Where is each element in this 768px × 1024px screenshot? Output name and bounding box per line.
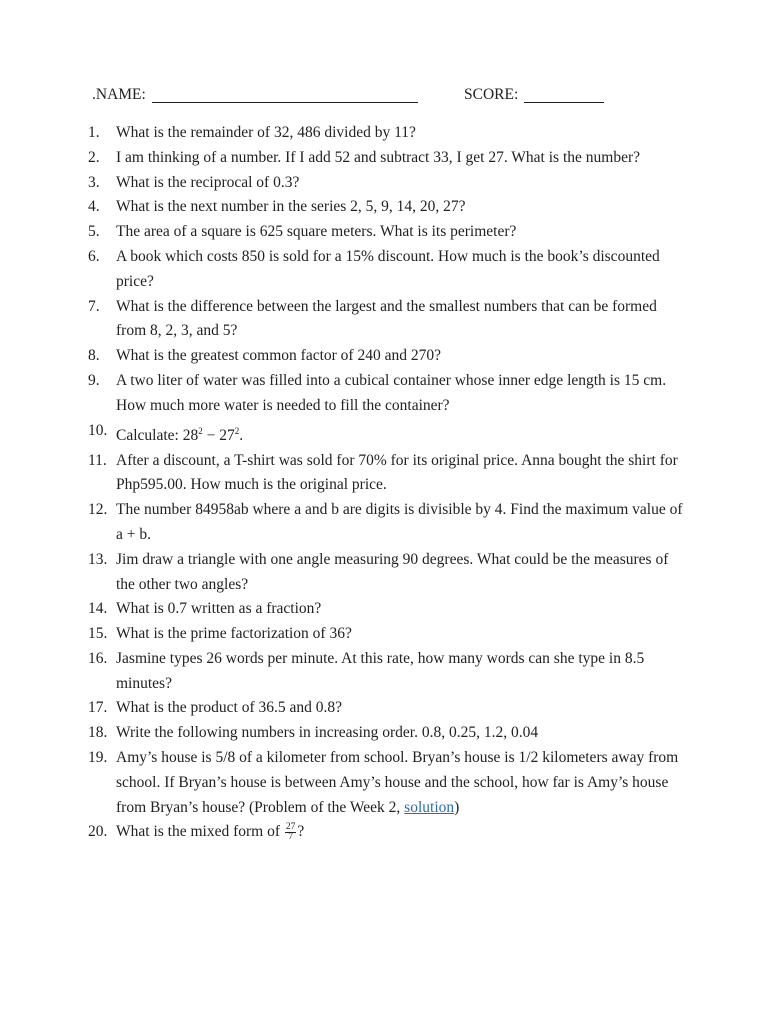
- question-6: [88, 245, 688, 295]
- exponent: 2: [234, 425, 240, 436]
- question-text-part: − 27: [202, 426, 235, 444]
- question-15: [88, 622, 688, 647]
- question-number: 8.: [88, 347, 100, 365]
- solution-link[interactable]: solution: [404, 798, 455, 816]
- question-text: What is the next number in the series 2, 5, 9, 14, 20, 27?: [116, 198, 466, 216]
- question-text: A book which costs 850 is sold for a 15% discount. How much is the book’s discounted price?: [116, 247, 660, 290]
- question-number: 14.: [88, 600, 108, 618]
- question-text: [116, 427, 243, 444]
- question-16: [88, 647, 688, 697]
- question-list: [88, 121, 688, 845]
- question-3: [88, 171, 688, 196]
- fraction: [285, 823, 297, 842]
- score-label: SCORE:: [464, 86, 519, 103]
- question-text: I am thinking of a number. If I add 52 and subtract 33, I get 27. What is the number?: [116, 148, 640, 166]
- question-text: What is 0.7 written as a fraction?: [116, 600, 322, 618]
- question-number: 2.: [88, 148, 100, 166]
- question-2: [88, 146, 688, 171]
- question-5: [88, 220, 688, 245]
- question-number: 11.: [88, 451, 107, 469]
- question-13: [88, 548, 688, 598]
- score-blank-line[interactable]: [524, 102, 604, 103]
- question-number: 5.: [88, 223, 100, 241]
- fraction-numerator: 27: [285, 822, 296, 833]
- question-4: [88, 195, 688, 220]
- question-number: 18.: [88, 724, 108, 742]
- question-number: 6.: [88, 247, 100, 265]
- question-number: 1.: [88, 124, 100, 141]
- question-text: What is the difference between the largest and the smallest numbers that can be formed from 8, 2, 3, and 5?: [116, 297, 657, 340]
- question-number: 10.: [88, 421, 108, 439]
- question-text: A two liter of water was filled into a cubical container whose inner edge length is 15 cm. How much more water is needed to fill the container?: [116, 371, 667, 414]
- question-11: [88, 449, 688, 499]
- question-text: The area of a square is 625 square meters. What is its perimeter?: [116, 223, 517, 241]
- question-text: What is the greatest common factor of 240 and 270?: [116, 347, 441, 365]
- name-label: .NAME:: [92, 86, 146, 103]
- fraction-denominator: 7: [288, 832, 293, 843]
- question-number: 20.: [88, 823, 108, 841]
- question-7: [88, 295, 688, 345]
- question-number: 15.: [88, 625, 108, 643]
- question-text: What is the prime factorization of 36?: [116, 625, 352, 643]
- question-text-part: ): [454, 798, 460, 816]
- question-number: 7.: [88, 297, 100, 315]
- question-text: What is the reciprocal of 0.3?: [116, 173, 300, 191]
- question-number: 19.: [88, 749, 108, 767]
- question-number: 17.: [88, 699, 108, 717]
- question-9: [88, 369, 688, 419]
- question-18: [88, 721, 688, 746]
- question-text-part: .: [239, 426, 244, 444]
- question-text: Write the following numbers in increasing order. 0.8, 0.25, 1.2, 0.04: [116, 724, 539, 742]
- question-text: What is the remainder of 32, 486 divided by 11?: [116, 124, 416, 141]
- question-text: [116, 749, 678, 816]
- question-text: [116, 822, 305, 843]
- question-1: [88, 121, 688, 146]
- question-text-part: Calculate: 28: [116, 426, 199, 444]
- question-number: 4.: [88, 198, 100, 216]
- question-12: [88, 498, 688, 548]
- question-text-part: Amy’s house is 5/8 of a kilometer from school. Bryan’s house is 1/2 kilometers away from school. If Bryan’s house is between Amy’s house and the school, how far is Amy’s house from Bryan’s house? (Problem of the Week 2,: [116, 749, 679, 816]
- question-text: Jim draw a triangle with one angle measuring 90 degrees. What could be the measures of the other two angles?: [116, 550, 669, 593]
- question-number: 16.: [88, 649, 108, 667]
- question-text: Jasmine types 26 words per minute. At this rate, how many words can she type in 8.5 minutes?: [116, 649, 645, 692]
- question-19: [88, 746, 688, 820]
- name-blank-line[interactable]: [152, 102, 418, 103]
- question-text-part: What is the mixed form of: [116, 823, 284, 841]
- worksheet-header: [92, 86, 652, 108]
- question-text: After a discount, a T-shirt was sold for 70% for its original price. Anna bought the shirt for Php595.00. How much is the original price.: [116, 451, 678, 494]
- question-8: [88, 344, 688, 369]
- question-number: 12.: [88, 501, 108, 519]
- question-number: 9.: [88, 371, 100, 389]
- question-text-part: ?: [297, 823, 305, 841]
- question-10: [88, 419, 688, 449]
- question-20: [88, 820, 688, 845]
- question-text: The number 84958ab where a and b are digits is divisible by 4. Find the maximum value of a + b.: [116, 501, 683, 543]
- exponent: 2: [198, 425, 203, 436]
- question-17: [88, 696, 688, 721]
- question-text: What is the product of 36.5 and 0.8?: [116, 699, 342, 717]
- question-number: 13.: [88, 550, 108, 568]
- question-14: [88, 597, 688, 622]
- question-number: 3.: [88, 173, 100, 191]
